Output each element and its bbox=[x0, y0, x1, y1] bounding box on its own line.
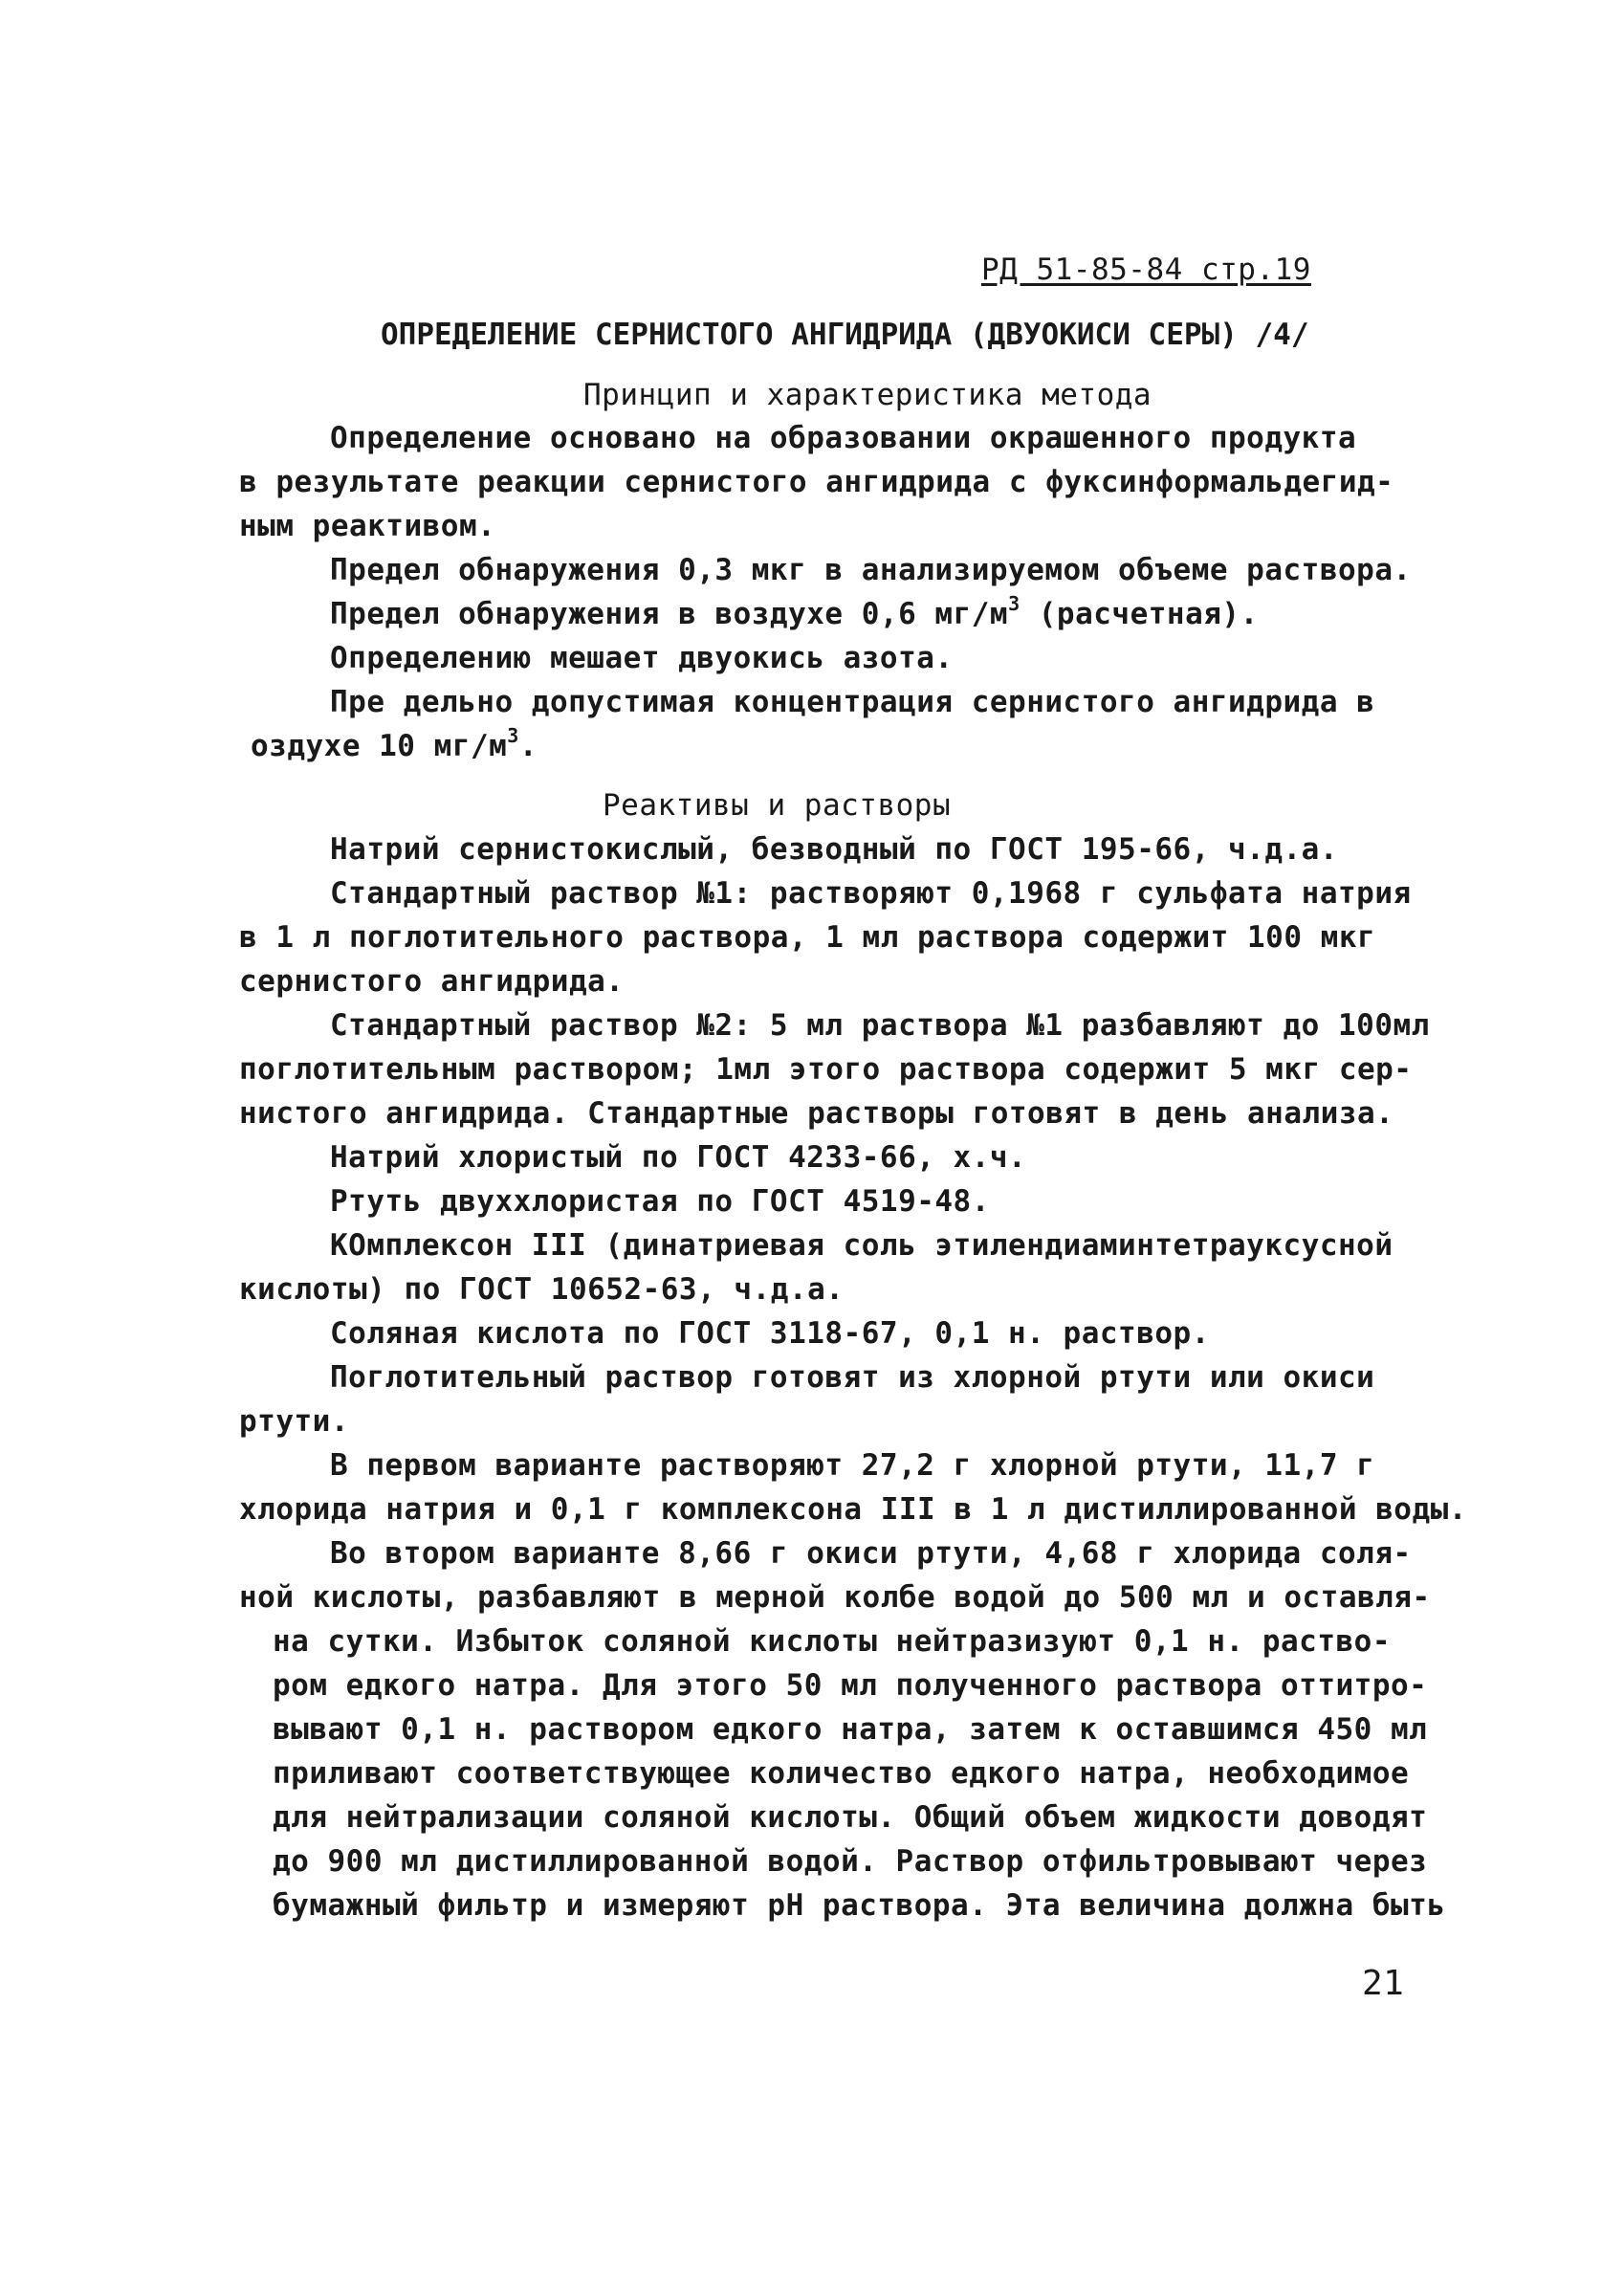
reagents-line: Поглотительный раствор готовят из хлорной ртути или окиси bbox=[330, 1360, 1375, 1395]
superscript-cube: 3 bbox=[507, 724, 519, 747]
section-heading-principle: Принцип и характеристика метода bbox=[583, 378, 1152, 412]
reagents-line: сернистого ангидрида. bbox=[239, 964, 625, 999]
reagents-line: Соляная кислота по ГОСТ 3118-67, 0,1 н. раствор. bbox=[330, 1316, 1210, 1351]
reagents-line: Стандартный раствор №2: 5 мл раствора №1 разбавляют до 100мл bbox=[330, 1008, 1430, 1043]
reagents-line: ртути. bbox=[239, 1404, 349, 1439]
reagents-line: приливают соответствующее количество едкого натра, необходимое bbox=[273, 1756, 1410, 1791]
principle-line-with-superscript bbox=[330, 592, 1259, 633]
reagents-line: кислоты) по ГОСТ 10652-63, ч.д.а. bbox=[239, 1272, 845, 1307]
principle-line: в результате реакции сернистого ангидрида с фуксинформальдегид- bbox=[239, 465, 1394, 499]
principle-line-text: оздухе 10 мг/м bbox=[251, 729, 508, 763]
principle-line: ным реактивом. bbox=[239, 509, 496, 543]
principle-line-with-superscript bbox=[251, 724, 538, 765]
reagents-line: В первом варианте растворяют 27,2 г хлорной ртути, 11,7 г bbox=[330, 1448, 1375, 1483]
reagents-line: в 1 л поглотительного раствора, 1 мл раствора содержит 100 мкг bbox=[239, 920, 1376, 955]
reagents-line: Натрий хлористый по ГОСТ 4233-66, х.ч. bbox=[330, 1140, 1027, 1175]
reagents-line: поглотительным раствором; 1мл этого раствора содержит 5 мкг сер- bbox=[239, 1052, 1413, 1087]
section-heading-reagents: Реактивы и растворы bbox=[603, 788, 952, 823]
reagents-line: хлорида натрия и 0,1 г комплексона III в 1 л дистиллированной воды. bbox=[239, 1492, 1467, 1527]
superscript-cube: 3 bbox=[1008, 592, 1020, 615]
document-reference: РД 51-85-84 стр.19 bbox=[981, 253, 1311, 287]
reagents-line: на сутки. Избыток соляной кислоты нейтразизуют 0,1 н. раство- bbox=[273, 1624, 1391, 1659]
page-number: 21 bbox=[1362, 1964, 1405, 2003]
reagents-line: Натрий сернистокислый, безводный по ГОСТ 195-66, ч.д.а. bbox=[330, 832, 1338, 867]
reagents-line: для нейтрализации соляной кислоты. Общий объем жидкости доводят bbox=[273, 1800, 1428, 1835]
reagents-line: Во втором варианте 8,66 г окиси ртути, 4,68 г хлорида соля- bbox=[330, 1536, 1412, 1571]
principle-line-text: Предел обнаружения в воздухе 0,6 мг/м bbox=[330, 597, 1009, 631]
reagents-line: КОмплексон III (динатриевая соль этилендиаминтетрауксусной bbox=[330, 1228, 1394, 1263]
reagents-line: вывают 0,1 н. раствором едкого натра, затем к оставшимся 450 мл bbox=[273, 1712, 1428, 1747]
principle-line: Определению мешает двуокись азота. bbox=[330, 641, 954, 675]
reagents-line: бумажный фильтр и измеряют рН раствора. Эта величина должна быть bbox=[273, 1888, 1446, 1923]
principle-line: Определение основано на образовании окрашенного продукта bbox=[330, 421, 1357, 455]
reagents-line: Стандартный раствор №1: растворяют 0,1968 г сульфата натрия bbox=[330, 876, 1412, 911]
principle-line-text: (расчетная). bbox=[1020, 597, 1259, 631]
reagents-line: нистого ангидрида. Стандартные растворы готовят в день анализа. bbox=[239, 1096, 1394, 1131]
document-title: ОПРЕДЕЛЕНИЕ СЕРНИСТОГО АНГИДРИДА (ДВУОКИСИ СЕРЫ) /4/ bbox=[381, 318, 1309, 352]
principle-line: Предел обнаружения 0,3 мкг в анализируемом объеме раствора. bbox=[330, 553, 1412, 587]
principle-line: Пре дельно допустимая концентрация сернистого ангидрида в bbox=[330, 685, 1375, 719]
reagents-line: ной кислоты, разбавляют в мерной колбе водой до 500 мл и оставля- bbox=[239, 1580, 1431, 1615]
reagents-line: до 900 мл дистиллированной водой. Раствор отфильтровывают через bbox=[273, 1844, 1428, 1879]
principle-line-text: . bbox=[518, 729, 538, 763]
reagents-line: Ртуть двуххлористая по ГОСТ 4519-48. bbox=[330, 1184, 990, 1219]
reagents-line: ром едкого натра. Для этого 50 мл полученного раствора оттитро- bbox=[273, 1668, 1428, 1703]
